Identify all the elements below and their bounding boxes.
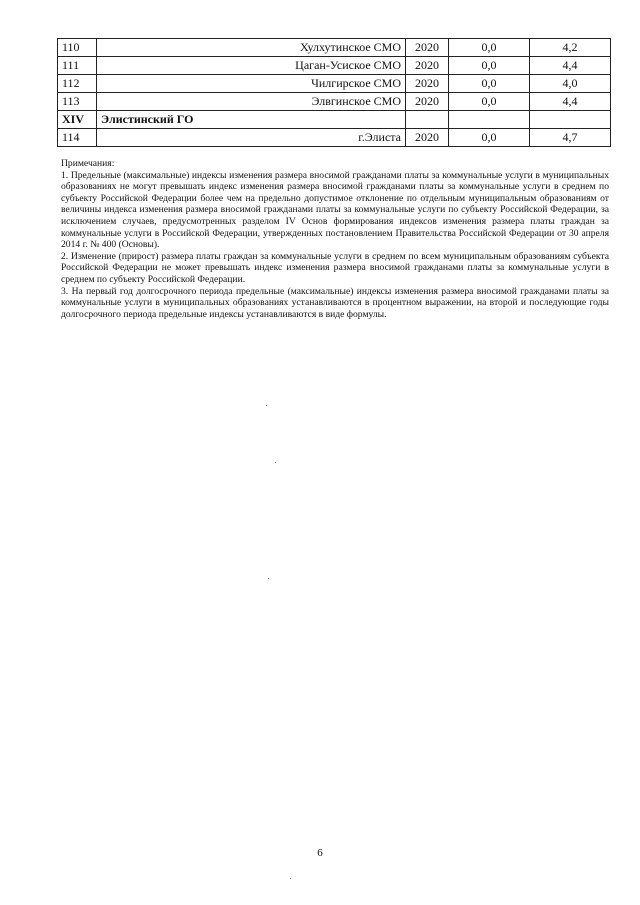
municipality-name: Цаган-Усиское СМО: [97, 57, 406, 75]
note-item-1: 1. Предельные (максимальные) индексы изменения размера вносимой гражданами платы за коммунальные услуги в муниципальных образованиях не могут превышать индекс изменения размера вносимой гражданами платы за коммунальные услуги в среднем по субъекту Российской Федерации более чем на предельно допустимое отклонение по отдельным муниципальным образованиям от величины индекса изменения размера вносимой гражданами платы за коммунальные услуги по субъекту Российской Федерации, за исключением случаев, предусмотренных разделом IV Основ формирования индексов изменения размера платы граждан за коммунальные услуги в Российской Федерации, утвержденных постановлением Правительства Российской Федерации от 30 апреля 2014 г. № 400 (Основы).: [61, 169, 609, 251]
value-cell-2: 4,7: [530, 129, 611, 147]
value-cell-1: 0,0: [449, 39, 530, 57]
value-cell-2: 4,4: [530, 57, 611, 75]
year-cell: 2020: [406, 129, 449, 147]
page-number: 6: [317, 847, 323, 859]
value-cell-1: 0,0: [449, 129, 530, 147]
notes-heading: Примечания:: [61, 158, 115, 169]
municipality-name: Хулхутинское СМО: [97, 39, 406, 57]
tariff-index-table: [57, 38, 611, 147]
scan-speck: [266, 405, 267, 406]
scan-speck: [268, 578, 269, 579]
notes-section: [61, 158, 609, 320]
year-cell: 2020: [406, 75, 449, 93]
empty-cell: [449, 111, 530, 129]
table-row: [58, 75, 611, 93]
municipality-name: г.Элиста: [97, 129, 406, 147]
table-row: [58, 39, 611, 57]
value-cell-1: 0,0: [449, 57, 530, 75]
row-number: 113: [58, 93, 97, 111]
scan-speck: [290, 878, 291, 879]
row-number: 111: [58, 57, 97, 75]
note-item-3: 3. На первый год долгосрочного периода предельные (максимальные) индексы изменения размера вносимой гражданами платы за коммунальные услуги в муниципальных образованиях устанавливаются в процентном выражении, на второй и последующие годы долгосрочного периода предельные индексы устанавливаются в виде формулы.: [61, 285, 609, 320]
year-cell: 2020: [406, 57, 449, 75]
row-number: 110: [58, 39, 97, 57]
section-name: Элистинский ГО: [97, 111, 406, 129]
empty-cell: [406, 111, 449, 129]
table-row: [58, 93, 611, 111]
section-number: XIV: [58, 111, 97, 129]
scan-speck: [275, 462, 276, 463]
row-number: 112: [58, 75, 97, 93]
value-cell-2: 4,0: [530, 75, 611, 93]
row-number: 114: [58, 129, 97, 147]
empty-cell: [530, 111, 611, 129]
year-cell: 2020: [406, 39, 449, 57]
value-cell-1: 0,0: [449, 75, 530, 93]
value-cell-2: 4,4: [530, 93, 611, 111]
municipality-name: Элвгинское СМО: [97, 93, 406, 111]
value-cell-1: 0,0: [449, 93, 530, 111]
year-cell: 2020: [406, 93, 449, 111]
table-row: [58, 57, 611, 75]
section-header-row: [58, 111, 611, 129]
table-row: [58, 129, 611, 147]
municipality-name: Чилгирское СМО: [97, 75, 406, 93]
note-item-2: 2. Изменение (прирост) размера платы граждан за коммунальные услуги в среднем по всем муниципальным образованиям субъекта Российской Федерации не может превышать индекс изменения размера вносимой гражданами платы за коммунальные услуги в среднем по субъекту Российской Федерации.: [61, 250, 609, 285]
value-cell-2: 4,2: [530, 39, 611, 57]
